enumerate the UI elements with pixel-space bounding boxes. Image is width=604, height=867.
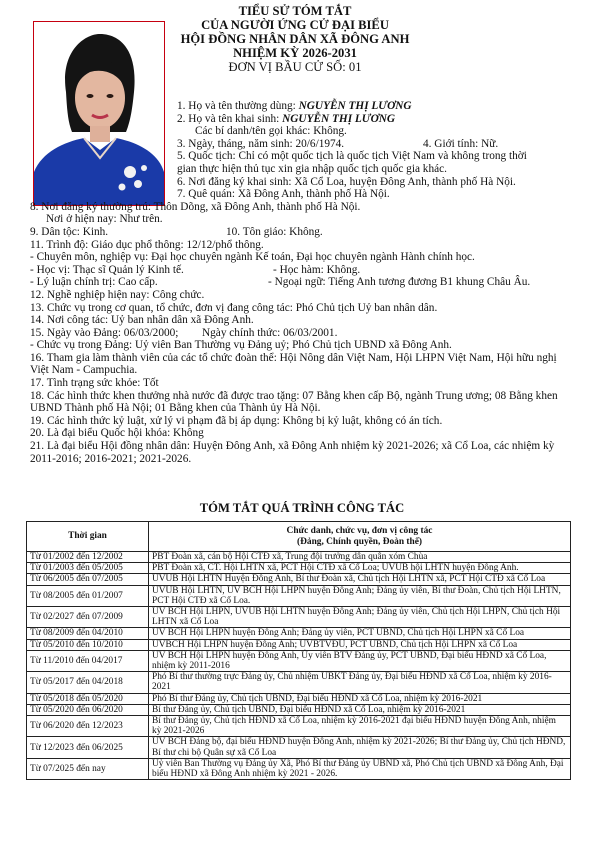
info-ethnicity-religion: 9. Dân tộc: Kinh. 10. Tôn giáo: Không. <box>30 225 323 238</box>
row-desc: Phó Bí thư thường trực Đảng ủy, Chủ nhiệm UBKT Đảng ủy, Đại biểu HĐND xã Cổ Loa, nhiệm kỳ 2016-2021 <box>149 672 571 693</box>
info-nationality: 5. Quốc tịch: Chỉ có một quốc tịch là quốc tịch Việt Nam và không trong thời <box>177 150 527 163</box>
info-political: - Lý luận chính trị: Cao cấp. - Ngoại ngữ: Tiếng Anh tương đương B1 khung Châu Âu. <box>30 276 531 289</box>
row-time: Từ 06/2005 đến 07/2005 <box>27 574 149 585</box>
row-desc: UV BCH Hội LHPN huyện Đông Anh; Đảng ủy viên, PCT UBND, Chủ tịch Hội LHPN xã Cổ Loa <box>149 628 571 639</box>
info-national-assembly: 20. Là đại biểu Quốc hội khóa: Không <box>30 427 204 440</box>
row-desc: Bí thư Đảng ủy, Chủ tịch UBND, Đại biểu HĐND xã Cổ Loa, nhiệm kỳ 2016-2021 <box>149 704 571 715</box>
row-time: Từ 06/2020 đến 12/2023 <box>27 716 149 737</box>
row-time: Từ 05/2020 đến 06/2020 <box>27 704 149 715</box>
info-awards: 18. Các hình thức khen thưởng nhà nước đã được trao tặng: 07 Bằng khen cấp Bộ, ngành Trung ương; 08 Bằng khen UBND Thành phố Hà Nội; 01 Bằng khen của Thành ủy Hà Nội. <box>30 389 558 415</box>
election-unit: ĐƠN VỊ BẦU CỬ SỐ: 01 <box>228 60 362 74</box>
info-current-address: Nơi ở hiện nay: Như trên. <box>46 213 163 226</box>
row-desc: UV BCH Hội LHPN, UVUB Hội LHTN huyện Đông Anh; Đảng ủy viên, Chủ tịch Hội LHPN, Chủ tịch Hội LHTN xã Cổ Loa <box>149 607 571 628</box>
info-health: 17. Tình trạng sức khỏe: Tốt <box>30 377 159 390</box>
info-profession: - Chuyên môn, nghiệp vụ: Đại học chuyên ngành Kế toán, Đại học chuyên ngành Hành chính học. <box>30 251 475 264</box>
row-desc: Phó Bí thư Đảng ủy, Chủ tịch UBND, Đại biểu HĐND xã Cổ Loa, nhiệm kỳ 2016-2021 <box>149 693 571 704</box>
row-desc: Uỷ viên Ban Thường vụ Đảng ủy Xã, Phó Bí thư Đảng ủy UBND xã, Phó Chủ tịch UBND xã Đông Anh, Đại biểu HĐND xã Đông Anh nhiệm kỳ 2021 - 2026. <box>149 758 571 779</box>
info-academic-title: - Học hàm: Không. <box>273 263 361 276</box>
row-desc: PBT Đoàn xã, cán bộ Hội CTĐ xã, Trung đội trưởng dân quân xóm Chùa <box>149 552 571 563</box>
info-hometown: 7. Quê quán: Xã Đông Anh, thành phố Hà Nội. <box>177 188 390 201</box>
work-history-table <box>26 521 571 780</box>
row-desc: UV BCH Hội LHPN huyện Đông Anh, Ủy viên BTV Đảng ủy, PCT UBND, Đại biểu HĐND xã Cổ Loa, nhiệm kỳ 2011-2016 <box>149 650 571 671</box>
table-row <box>27 704 571 715</box>
col-header-position: Chức danh, chức vụ, đơn vị công tác (Đảng, Chính quyền, Đoàn thể) <box>149 522 571 552</box>
info-education: 11. Trình độ: Giáo dục phổ thông: 12/12/phổ thông. <box>30 238 264 251</box>
row-time: Từ 05/2017 đến 04/2018 <box>27 672 149 693</box>
info-council-member: 21. Là đại biểu Hội đồng nhân dân: Huyện Đông Anh, xã Đông Anh nhiệm kỳ 2021-2026; xã Cổ Loa, các nhiệm kỳ 2011-2016; 2016-2021; 2021-2026. <box>30 440 555 465</box>
table-row <box>27 737 571 758</box>
table-row <box>27 585 571 606</box>
info-nationality-cont: gian thực hiện thủ tục xin gia nhập quốc tịch quốc gia khác. <box>177 162 447 175</box>
info-party-official: Ngày chính thức: 06/03/2001. <box>202 326 338 339</box>
table-row <box>27 639 571 650</box>
info-discipline: 19. Các hình thức kỷ luật, xử lý vi phạm đã bị áp dụng: Không bị kỷ luật, không có án tích. <box>30 414 443 427</box>
row-time: Từ 01/2003 đến 05/2005 <box>27 563 149 574</box>
info-degree: - Học vị: Thạc sĩ Quản lý Kinh tế. - Học hàm: Không. <box>30 263 361 276</box>
council-name: HỘI ĐỒNG NHÂN DÂN XÃ ĐÔNG ANH <box>180 32 410 46</box>
document-header <box>130 4 460 74</box>
row-desc: UVUB Hội LHTN Huyện Đông Anh, Bí thư Đoàn xã, Chủ tịch Hội LHTN xã, PCT Hội CTĐ xã Cổ Loa <box>149 574 571 585</box>
row-desc: UV BCH Đảng bộ, đại biểu HĐND huyện Đông Anh, nhiệm kỳ 2021-2026; Bí thư Đảng ủy, Chủ tịch HĐND, Bí thư chi bộ Quân sự xã Cổ Loa <box>149 737 571 758</box>
table-row <box>27 758 571 779</box>
info-birth-name: 2. Họ và tên khai sinh: NGUYỄN THỊ LƯƠNG <box>177 112 396 125</box>
row-desc: UVBCH Hội LHPN huyện Đông Anh; UVBTVĐU, PCT UBND, Chủ tịch Hội LHPN xã Cổ Loa <box>149 639 571 650</box>
row-time: Từ 02/2027 đến 07/2009 <box>27 607 149 628</box>
table-row <box>27 552 571 563</box>
work-history-title: TÓM TẮT QUÁ TRÌNH CÔNG TÁC <box>199 501 405 515</box>
table-row <box>27 574 571 585</box>
info-party-join: 15. Ngày vào Đảng: 06/03/2000; Ngày chính thức: 06/03/2001. <box>30 326 338 339</box>
info-dob-gender: 3. Ngày, tháng, năm sinh: 20/6/1974. 4. Giới tính: Nữ. <box>177 137 499 150</box>
info-religion: 10. Tôn giáo: Không. <box>226 225 323 238</box>
row-desc: PBT Đoàn xã, CT. Hội LHTN xã, PCT Hội CTĐ xã Cổ Loa; UVUB hội LHTN huyện Đông Anh. <box>149 563 571 574</box>
doc-title: TIỂU SỬ TÓM TẮT <box>238 4 352 18</box>
row-time: Từ 05/2010 đến 10/2010 <box>27 639 149 650</box>
table-row <box>27 716 571 737</box>
info-occupation: 12. Nghề nghiệp hiện nay: Công chức. <box>30 288 205 301</box>
table-row <box>27 650 571 671</box>
table-row <box>27 693 571 704</box>
info-organizations: 16. Tham gia làm thành viên của các tổ chức đoàn thể: Hội Nông dân Việt Nam, Hội LHPN Việt Nam, Hội hữu nghị Việt Nam - Campuchia. <box>30 351 557 377</box>
info-language: - Ngoại ngữ: Tiếng Anh tương đương B1 khung Châu Âu. <box>268 276 531 289</box>
personal-info <box>30 100 578 465</box>
info-workplace: 14. Nơi công tác: Uỷ ban nhân dân xã Đông Anh. <box>30 314 254 327</box>
info-position: 13. Chức vụ trong cơ quan, tổ chức, đơn vị đang công tác: Phó Chủ tịch Uỷ ban nhân dân. <box>30 301 438 314</box>
info-birth-place: 6. Nơi đăng ký khai sinh: Xã Cổ Loa, huyện Đông Anh, thành phố Hà Nội. <box>177 175 516 188</box>
term: NHIỆM KỲ 2026-2031 <box>233 46 357 60</box>
row-desc: Bí thư Đảng ủy, Chủ tịch HĐND xã Cổ Loa, nhiệm kỳ 2016-2021 đại biểu HĐND huyện Đông Anh, nhiệm kỳ 2021-2026 <box>149 716 571 737</box>
info-common-name: 1. Họ và tên thường dùng: NGUYỄN THỊ LƯƠNG <box>177 100 412 112</box>
row-time: Từ 08/2005 đến 01/2007 <box>27 585 149 606</box>
table-header-row <box>27 522 571 552</box>
row-time: Từ 05/2018 đến 05/2020 <box>27 693 149 704</box>
table-row <box>27 563 571 574</box>
doc-subtitle: CỦA NGƯỜI ỨNG CỬ ĐẠI BIỂU <box>201 18 389 32</box>
row-time: Từ 08/2009 đến 04/2010 <box>27 628 149 639</box>
col-header-time: Thời gian <box>27 522 149 552</box>
info-party-position: - Chức vụ trong Đảng: Uỷ viên Ban Thường vụ Đảng uỷ; Phó Chủ tịch UBND xã Đông Anh. <box>30 339 452 352</box>
row-desc: UVUB Hội LHTN, UV BCH Hội LHPN huyện Đông Anh; Đảng ủy viên, Bí thư Đoàn, Chủ tịch Hội LHTN, PCT Hội CTĐ xã Cổ Loa. <box>149 585 571 606</box>
table-row <box>27 607 571 628</box>
table-row <box>27 672 571 693</box>
info-aliases: Các bí danh/tên gọi khác: Không. <box>195 125 347 138</box>
info-residence: 8. Nơi đăng ký thường trú: Thôn Dõng, xã Đông Anh, thành phố Hà Nội. <box>30 200 361 213</box>
info-gender: 4. Giới tính: Nữ. <box>423 137 499 150</box>
table-row <box>27 628 571 639</box>
row-time: Từ 12/2023 đến 06/2025 <box>27 737 149 758</box>
row-time: Từ 11/2010 đến 04/2017 <box>27 650 149 671</box>
row-time: Từ 01/2002 đến 12/2002 <box>27 552 149 563</box>
row-time: Từ 07/2025 đến nay <box>27 758 149 779</box>
